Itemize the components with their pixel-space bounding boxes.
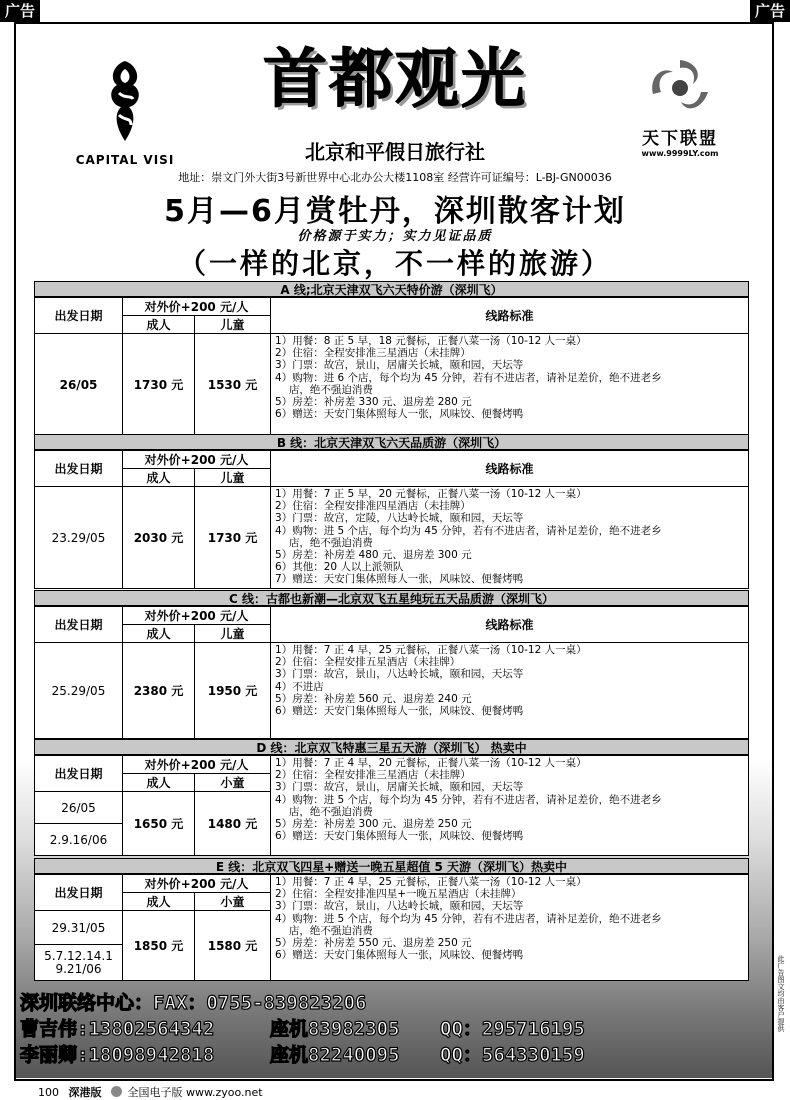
list-item: 1）用餐：7 正 5 早，20 元餐标，正餐八菜一汤（10-12 人一桌） bbox=[275, 488, 587, 500]
route-b-items bbox=[271, 487, 749, 589]
logo-right-cn: 天下联盟 bbox=[642, 129, 718, 149]
contact-1-qq: QQ：295716195 bbox=[440, 1018, 585, 1040]
logo-left-text: CAPITAL VISI bbox=[75, 153, 175, 167]
header-standard: 线路标准 bbox=[271, 298, 749, 334]
header-child: 儿童 bbox=[195, 316, 271, 334]
list-item: 1）用餐：7 正 4 早，25 元餐标，正餐八菜一汤（10-12 人一桌） bbox=[275, 876, 587, 888]
list-item: 3）门票：故宫，景山，八达岭长城，颐和园，天坛等 bbox=[275, 668, 524, 681]
departure-date: 26/05 bbox=[35, 792, 123, 824]
header-adult: 成人 bbox=[123, 625, 195, 643]
capital-visit-logo bbox=[75, 55, 175, 165]
agency-name: 北京和平假日旅行社 bbox=[305, 140, 485, 164]
departure-date: 25.29/05 bbox=[35, 643, 123, 739]
list-item: 3）门票：故宫，景山，居庸关长城，颐和园，天坛等 bbox=[275, 781, 524, 794]
departure-date: 2.9.16/06 bbox=[35, 824, 123, 856]
header-standard: 线路标准 bbox=[271, 607, 749, 643]
slogan-secondary: （一样的北京，不一样的旅游） bbox=[177, 247, 612, 280]
contact-2-mobile: 李丽卿:18098942818 bbox=[20, 1044, 215, 1066]
route-c-items bbox=[271, 643, 749, 739]
route-b-section bbox=[34, 434, 749, 589]
swirl-icon bbox=[645, 58, 715, 118]
route-d-section bbox=[34, 739, 749, 856]
header-child: 儿童 bbox=[195, 625, 271, 643]
header-adult: 成人 bbox=[123, 469, 195, 487]
departure-date: 26/05 bbox=[35, 334, 123, 436]
list-item: 4）购物：进 5 个店，每个均为 45 分钟，若有不进店者，请补足差价，绝不进老乡 bbox=[275, 793, 662, 806]
list-item: 3）门票：故宫，景山，居庸关长城，颐和园，天坛等 bbox=[275, 359, 524, 372]
header-date: 出发日期 bbox=[35, 451, 123, 487]
address-line: 地址：崇文门外大街3号新世界中心北办公大楼1108室 经营许可证编号：L-BJ-GN00036 bbox=[178, 171, 612, 184]
list-item: 3）门票：故宫，定陵，八达岭长城，颐和园，天坛等 bbox=[275, 512, 524, 525]
list-item: 1）用餐：8 正 5 早，18 元餐标，正餐八菜一汤（10-12 人一桌） bbox=[275, 335, 587, 347]
list-item: 6）赠送：天安门集体照每人一张，风味饺、便餐烤鸭 bbox=[275, 408, 524, 421]
header-date: 出发日期 bbox=[35, 607, 123, 643]
contact-2-landline: 座机82240095 bbox=[270, 1044, 400, 1066]
list-item: 4）购物：进 6 个店，每个均为 45 分钟，若有不进店者，请补足差价，绝不进老乡 bbox=[275, 371, 662, 384]
list-item: 2）住宿：全程安排准四星+一晚五星酒店（未挂牌） bbox=[275, 888, 522, 901]
header-date: 出发日期 bbox=[35, 298, 123, 334]
list-item: 1）用餐：7 正 4 早，20 元餐标，正餐八菜一汤（10-12 人一桌） bbox=[275, 757, 587, 769]
route-a-section bbox=[34, 281, 749, 436]
route-d-table bbox=[34, 755, 749, 856]
list-item: 店，绝不强迫消费 bbox=[275, 924, 373, 937]
route-b-title: B 线：北京天津双飞六天品质游（深圳飞） bbox=[34, 434, 749, 450]
list-item: 7）赠送：天安门集体照每人一张，风味饺、便餐烤鸭 bbox=[275, 573, 524, 586]
list-item: 2）住宿：全程安排五星酒店（未挂牌） bbox=[275, 656, 461, 669]
globe-icon bbox=[111, 1086, 122, 1097]
tianxia-alliance-logo bbox=[625, 58, 735, 158]
header-price: 对外价+200 元/人 bbox=[123, 607, 271, 625]
contact-block bbox=[20, 990, 760, 1068]
route-c-table bbox=[34, 606, 749, 739]
adult-price: 1850 元 bbox=[123, 911, 195, 981]
ad-tag-left: 广告 bbox=[0, 0, 40, 22]
header-price: 对外价+200 元/人 bbox=[123, 875, 271, 893]
route-a-items bbox=[271, 334, 749, 436]
header-adult: 成人 bbox=[123, 316, 195, 334]
header-price: 对外价+200 元/人 bbox=[123, 298, 271, 316]
route-b-table bbox=[34, 450, 749, 589]
header-standard: 线路标准 bbox=[271, 451, 749, 487]
adult-price: 1650 元 bbox=[123, 792, 195, 856]
list-item: 2）住宿：全程安排准三星酒店（未挂牌） bbox=[275, 769, 471, 782]
child-price: 1730 元 bbox=[195, 487, 271, 589]
header-date: 出发日期 bbox=[35, 875, 123, 911]
website-link[interactable]: 全国电子版 www.zyoo.net bbox=[127, 1086, 263, 1099]
header-child: 小童 bbox=[195, 893, 271, 911]
list-item: 2）住宿：全程安排准三星酒店（未挂牌） bbox=[275, 347, 471, 360]
list-item: 5）房差：补房差 330 元、退房差 280 元 bbox=[275, 396, 472, 409]
route-e-table bbox=[34, 874, 749, 981]
list-item: 6）其他：20 人以上派领队 bbox=[275, 561, 404, 574]
route-c-section bbox=[34, 590, 749, 739]
list-item: 5）房差：补房差 300 元、退房差 250 元 bbox=[275, 818, 472, 831]
child-price: 1530 元 bbox=[195, 334, 271, 436]
header-date: 出发日期 bbox=[35, 756, 123, 792]
headline: 5月—6月赏牡丹，深圳散客计划 bbox=[164, 194, 626, 229]
list-item: 5）房差：补房差 550 元、退房差 250 元 bbox=[275, 937, 472, 950]
header-adult: 成人 bbox=[123, 774, 195, 792]
child-price: 1950 元 bbox=[195, 643, 271, 739]
logo-right-url: www.9999LY.com bbox=[641, 149, 719, 158]
edition-label: 深港版 bbox=[68, 1086, 102, 1099]
departure-date: 23.29/05 bbox=[35, 487, 123, 589]
route-e-title: E 线：北京双飞四星+赠送一晚五星超值 5 天游（深圳飞）热卖中 bbox=[34, 858, 749, 874]
child-price: 1480 元 bbox=[195, 792, 271, 856]
adult-price: 2380 元 bbox=[123, 643, 195, 739]
list-item: 6）赠送：天安门集体照每人一张，风味饺、便餐烤鸭 bbox=[275, 705, 524, 718]
adult-price: 2030 元 bbox=[123, 487, 195, 589]
list-item: 3）门票：故宫，景山，八达岭长城，颐和园，天坛等 bbox=[275, 900, 524, 913]
list-item: 店，绝不强迫消费 bbox=[275, 536, 373, 549]
page-number: 100 bbox=[38, 1086, 59, 1099]
list-item: 店，绝不强迫消费 bbox=[275, 805, 373, 818]
departure-date: 5.7.12.14.1 9.21/06 bbox=[35, 945, 123, 981]
list-item: 5）房差：补房差 560 元、退房差 240 元 bbox=[275, 692, 472, 705]
route-d-items bbox=[271, 756, 749, 856]
list-item: 4）购物：进 5 个店，每个均为 45 分钟，若有不进店者，请补足差价，绝不进老乡 bbox=[275, 524, 662, 537]
statue-icon bbox=[95, 55, 155, 145]
route-e-section bbox=[34, 858, 749, 981]
header-adult: 成人 bbox=[123, 893, 195, 911]
contact-1-landline: 座机83982305 bbox=[270, 1018, 400, 1040]
adult-price: 1730 元 bbox=[123, 334, 195, 436]
list-item: 4）不进店 bbox=[275, 680, 324, 693]
header-price: 对外价+200 元/人 bbox=[123, 451, 271, 469]
list-item: 4）购物：进 5 个店，每个均为 45 分钟，若有不进店者，请补足差价，绝不进老乡 bbox=[275, 912, 662, 925]
route-d-title: D 线：北京双飞特惠三星五天游（深圳飞） 热卖中 bbox=[34, 739, 749, 755]
side-disclaimer: 此广告图文均由客户提供 bbox=[777, 955, 785, 1032]
page-title: 首都观光 bbox=[263, 43, 527, 117]
slogan: 价格源于实力；实力见证品质 bbox=[297, 229, 493, 244]
child-price: 1580 元 bbox=[195, 911, 271, 981]
list-item: 1）用餐：7 正 4 早，25 元餐标，正餐八菜一汤（10-12 人一桌） bbox=[275, 644, 587, 656]
list-item: 6）赠送：天安门集体照每人一张，风味饺、便餐烤鸭 bbox=[275, 949, 524, 962]
fax-line: 深圳联络中心：FAX：0755-839823206 bbox=[20, 992, 367, 1014]
departure-date: 29.31/05 bbox=[35, 911, 123, 945]
ad-tag-right: 广告 bbox=[750, 0, 790, 22]
list-item: 5）房差：补房差 480 元、退房差 300 元 bbox=[275, 549, 472, 562]
route-e-items bbox=[271, 875, 749, 981]
header-child: 小童 bbox=[195, 774, 271, 792]
list-item: 6）赠送：天安门集体照每人一张，风味饺、便餐烤鸭 bbox=[275, 830, 524, 843]
list-item: 2）住宿：全程安排准四星酒店（未挂牌） bbox=[275, 500, 471, 513]
route-c-title: C 线：古都也新潮—北京双飞五星纯玩五天品质游（深圳飞） bbox=[34, 590, 749, 606]
header-child: 儿童 bbox=[195, 469, 271, 487]
contact-2-qq: QQ：564330159 bbox=[440, 1044, 585, 1066]
list-item: 店，绝不强迫消费 bbox=[275, 383, 373, 396]
contact-1-mobile: 曹吉伟:13802564342 bbox=[20, 1018, 215, 1040]
page-footer bbox=[38, 1084, 263, 1100]
route-a-table bbox=[34, 297, 749, 436]
header-price: 对外价+200 元/人 bbox=[123, 756, 271, 774]
route-a-title: A 线;北京天津双飞六天特价游（深圳飞） bbox=[34, 281, 749, 297]
